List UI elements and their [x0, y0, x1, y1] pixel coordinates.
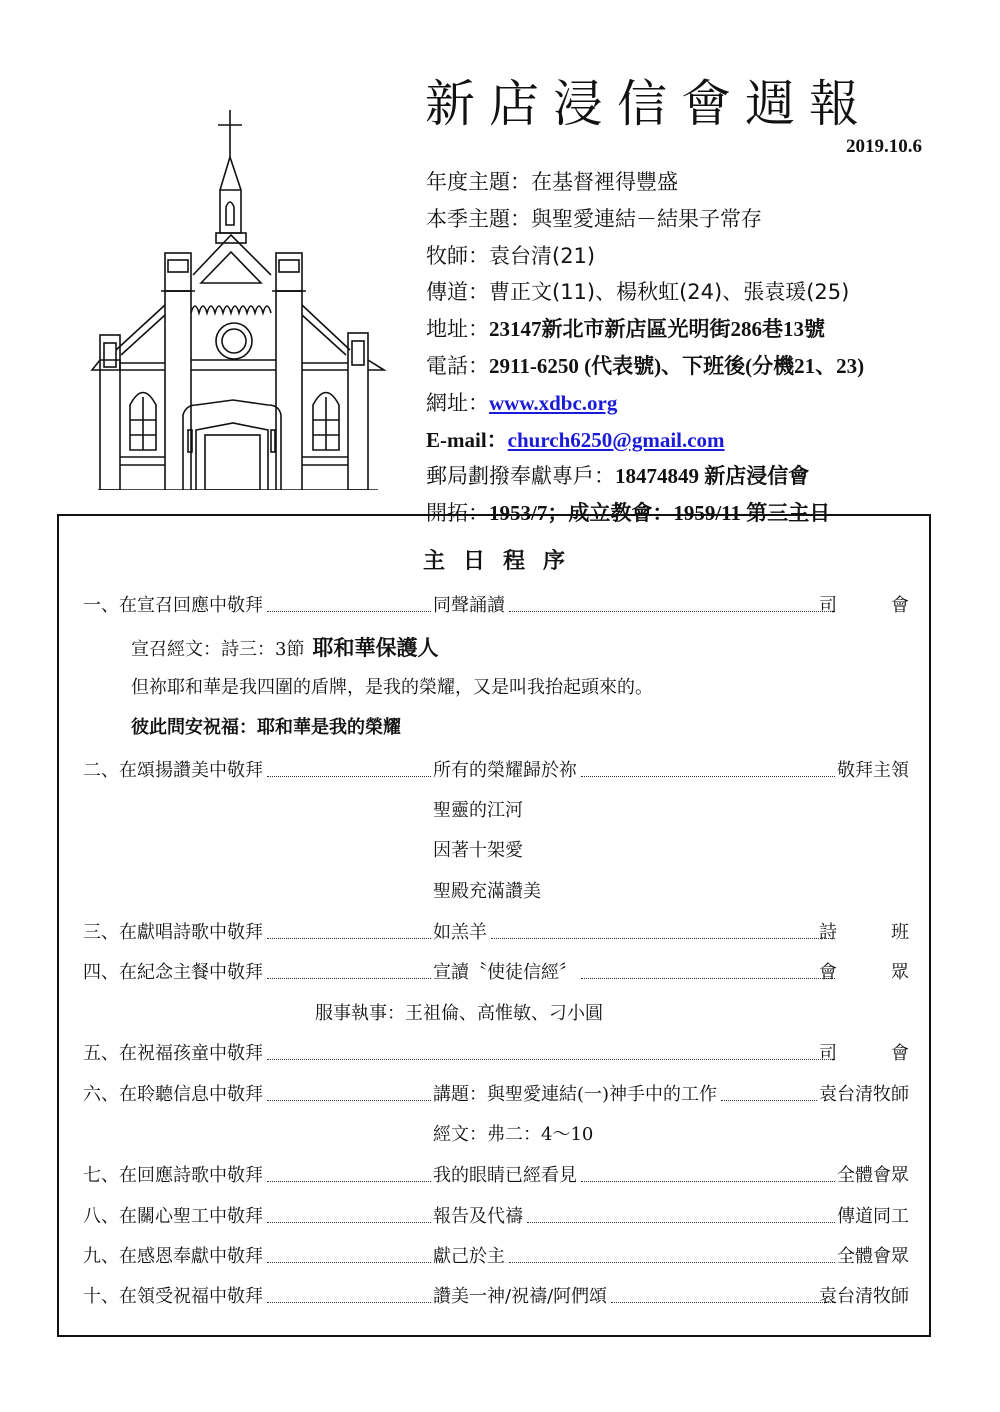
bulletin-title: 新店浸信會週報: [425, 75, 873, 133]
communion-servers: 服事執事：王祖倫、高惟敏、刁小圓: [315, 1003, 603, 1024]
church-illustration: [88, 105, 388, 490]
call-verse: 宣召經文：詩三：3節 耶和華保護人: [131, 635, 439, 660]
email-link[interactable]: church6250@gmail.com: [507, 427, 725, 452]
phone: 電話：2911-6250 (代表號)、下班後(分機21、23): [426, 353, 865, 378]
season-theme: 本季主題：與聖愛連結－結果子常存: [426, 206, 762, 231]
preachers: 傳道：曹正文(11)、楊秋虹(24)、張袁瑗(25): [426, 280, 850, 305]
website: 網址：www.xdbc.org: [426, 390, 618, 415]
program-item: 九、在感恩奉獻中敬拜 獻己於主 全體會眾: [83, 1242, 909, 1272]
postal-account: 郵局劃撥奉獻專戶：18474849 新店浸信會: [426, 464, 810, 489]
annual-theme: 年度主題：在基督裡得豐盛: [426, 170, 678, 194]
email: E-mail：church6250@gmail.com: [426, 427, 725, 452]
program-item: 八、在關心聖工中敬拜 報告及代禱 傳道同工: [83, 1202, 909, 1232]
sermon-scripture: 經文：弗二：4～10: [433, 1124, 594, 1145]
program-item: 六、在聆聽信息中敬拜 講題：與聖愛連結(一)神手中的工作 袁台清牧師: [83, 1080, 909, 1110]
call-verse-text: 但祢耶和華是我四圍的盾牌，是我的榮耀，又是叫我抬起頭來的。: [131, 677, 653, 698]
address: 地址：23147新北市新店區光明街286巷13號: [426, 317, 825, 342]
founded: 開拓：1953/7；成立教會：1959/11 第三主日: [426, 501, 831, 526]
program-item: 一、在宣召回應中敬拜 同聲誦讀 司 會: [83, 591, 909, 621]
song: 聖靈的江河: [433, 800, 523, 821]
program-title: 主日程序: [422, 548, 583, 574]
program-item: 十、在領受祝福中敬拜 讚美一神/祝禱/阿們頌 袁台清牧師: [83, 1282, 909, 1312]
bulletin-date: 2019.10.6: [846, 136, 922, 157]
song: 因著十架愛: [433, 840, 523, 861]
church-info: [426, 164, 946, 532]
program-item: 七、在回應詩歌中敬拜 我的眼睛已經看見 全體會眾: [83, 1161, 909, 1191]
pastor: 牧師：袁台清(21): [426, 243, 596, 268]
program-box: [57, 514, 931, 1337]
greeting: 彼此問安祝福：耶和華是我的榮耀: [131, 717, 401, 738]
song: 聖殿充滿讚美: [433, 881, 541, 902]
program-item: 四、在紀念主餐中敬拜 宣讀〝使徒信經〞 會 眾: [83, 958, 909, 988]
program-item: 二、在頌揚讚美中敬拜 所有的榮耀歸於祢 敬拜主領: [83, 756, 909, 786]
program-item: 五、在祝福孩童中敬拜 司 會: [83, 1039, 909, 1069]
program-item: 三、在獻唱詩歌中敬拜 如羔羊 詩 班: [83, 918, 909, 948]
website-link[interactable]: www.xdbc.org: [489, 390, 618, 415]
